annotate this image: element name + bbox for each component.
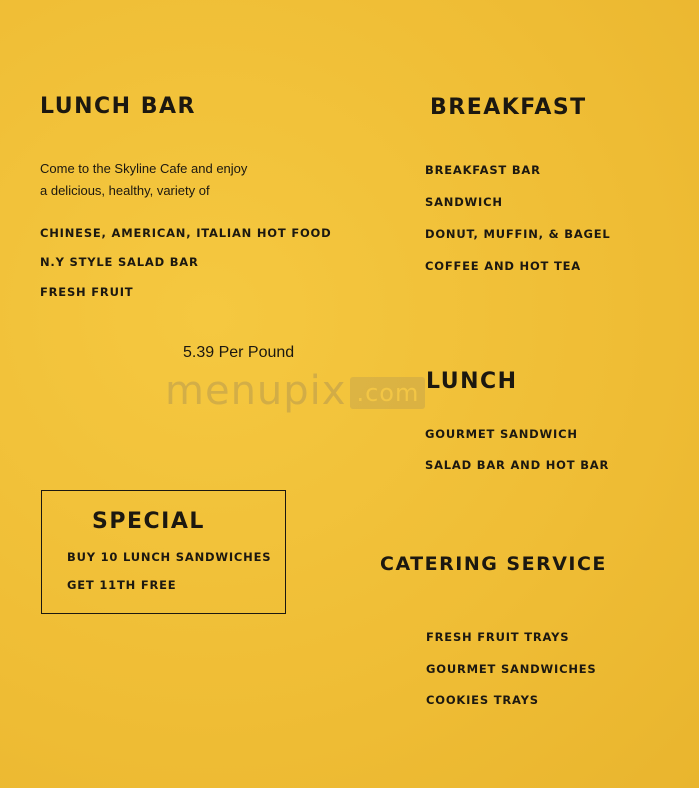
lunch-bar-item: N.Y STYLE SALAD BAR [40,255,199,269]
watermark-text: menupix [165,368,347,414]
lunch-bar-item: CHINESE, AMERICAN, ITALIAN HOT FOOD [40,226,332,240]
catering-heading: CATERING SERVICE [380,553,607,575]
lunch-item: SALAD BAR AND HOT BAR [425,458,610,472]
breakfast-item: BREAKFAST BAR [425,163,541,177]
intro-line-1: Come to the Skyline Cafe and enjoy [40,161,248,176]
special-heading: SPECIAL [92,509,205,534]
lunch-bar-heading: LUNCH BAR [40,94,196,119]
special-line-2: GET 11TH FREE [67,578,177,592]
breakfast-heading: BREAKFAST [430,95,587,120]
breakfast-item: COFFEE AND HOT TEA [425,259,581,273]
special-box [41,490,286,614]
watermark-suffix: .com [350,377,425,409]
intro-line-2: a delicious, healthy, variety of [40,183,210,198]
lunch-item: GOURMET SANDWICH [425,427,578,441]
breakfast-item: DONUT, MUFFIN, & BAGEL [425,227,611,241]
price-per-pound: 5.39 Per Pound [183,344,295,361]
lunch-heading: LUNCH [426,369,518,394]
watermark-logo [165,368,425,414]
breakfast-item: SANDWICH [425,195,503,209]
catering-item: FRESH FRUIT TRAYS [426,630,570,644]
lunch-bar-item: FRESH FRUIT [40,285,134,299]
special-line-1: BUY 10 LUNCH SANDWICHES [67,550,272,564]
catering-item: GOURMET SANDWICHES [426,662,597,676]
catering-item: COOKIES TRAYS [426,693,539,707]
